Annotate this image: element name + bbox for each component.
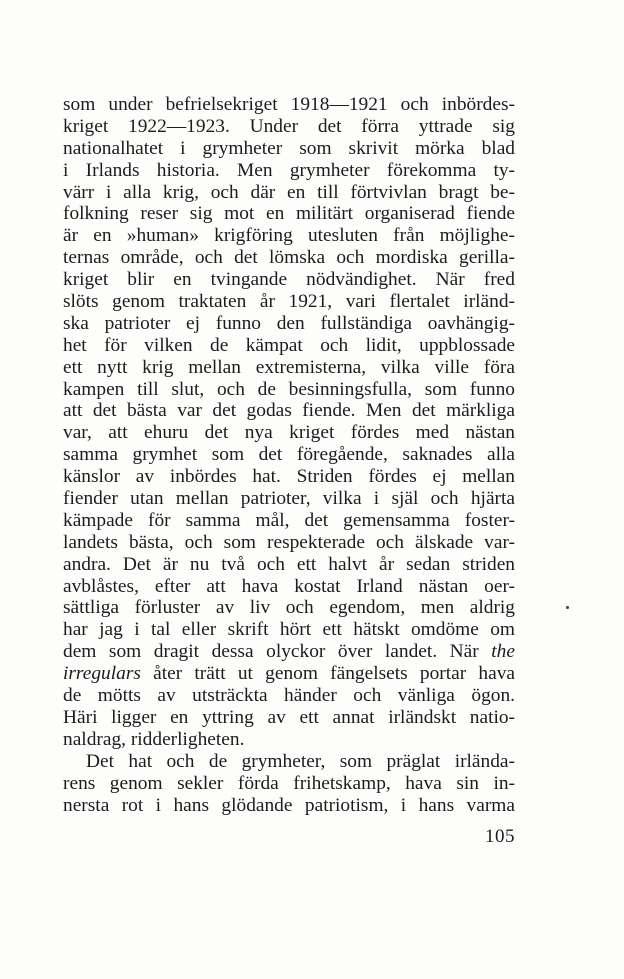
text-line: kampen till slut, och de besinningsfulla, som funno	[63, 378, 515, 400]
text-line: i Irlands historia. Men grymheter förekomma ty-	[63, 159, 515, 181]
text-line: folkning reser sig mot en militärt organiserad fiende	[63, 203, 515, 225]
text-line: värr i alla krig, och där en till förtvivlan bragt be-	[63, 181, 515, 203]
text-line: som under befrielsekriget 1918—1921 och inbördes-	[63, 94, 515, 115]
text-line-paragraph-start: Det hat och de grymheter, som präglat irlända-	[86, 750, 515, 772]
body-text	[63, 94, 515, 816]
text-line: är en »human» krigföring utesluten från möjlighe-	[63, 225, 515, 247]
italic-the: the	[491, 641, 515, 663]
line-26-roman: dem som dragit dessa olyckor över landet. När	[63, 641, 479, 663]
page-number: 105	[485, 826, 515, 847]
text-line: samma grymhet som det föregående, saknades alla	[63, 444, 515, 466]
text-line: känslor av inbördes hat. Striden fördes ej mellan	[63, 466, 515, 488]
text-line: nationalhatet i grymheter som skrivit mörka blad	[63, 137, 515, 159]
line-27-tail: åter trätt ut genom fängelsets portar hava	[153, 663, 515, 685]
text-line: kriget blir en tvingande nödvändighet. När fred	[63, 269, 515, 291]
text-line: fiender utan mellan patrioter, vilka i själ och hjärta	[63, 488, 515, 510]
text-line: kriget 1922—1923. Under det förra yttrade sig	[63, 115, 515, 137]
text-line-mixed	[63, 641, 515, 663]
text-line: de mötts av utsträckta händer och vänliga ögon.	[63, 685, 515, 707]
text-line-mixed	[63, 663, 515, 685]
text-line: landets bästa, och som respekterade och älskade var-	[63, 531, 515, 553]
text-line-paragraph-end: naldrag, ridderligheten.	[63, 728, 245, 750]
text-line: sättliga förluster av liv och egendom, men aldrig	[63, 597, 515, 619]
text-line: nersta rot i hans glödande patriotism, i hans varma	[63, 794, 515, 816]
text-line: rens genom sekler förda frihetskamp, hava sin in-	[63, 772, 515, 794]
text-line: het för vilken de kämpat och lidit, uppblossade	[63, 334, 515, 356]
text-line: slöts genom traktaten år 1921, vari flertalet irländ-	[63, 291, 515, 313]
text-line: ternas område, och det lömska och mordiska gerilla-	[63, 247, 515, 269]
text-line: ett nytt krig mellan extremisterna, vilka ville föra	[63, 356, 515, 378]
italic-irregulars: irregulars	[63, 663, 141, 685]
text-line: kämpade för samma mål, det gemensamma foster-	[63, 509, 515, 531]
text-line: att det bästa var det godas fiende. Men det märkliga	[63, 400, 515, 422]
text-line: har jag i tal eller skrift hört ett hätskt omdöme om	[63, 619, 515, 641]
text-line: var, att ehuru det nya kriget fördes med nästan	[63, 422, 515, 444]
text-line: avblåstes, efter att hava kostat Irland nästan oer-	[63, 575, 515, 597]
text-line: andra. Det är nu två och ett halvt år sedan striden	[63, 553, 515, 575]
text-line: ska patrioter ej funno den fullständiga oavhängig-	[63, 312, 515, 334]
text-line: Häri ligger en yttring av ett annat irländskt natio-	[63, 706, 515, 728]
ink-speck	[566, 606, 569, 609]
